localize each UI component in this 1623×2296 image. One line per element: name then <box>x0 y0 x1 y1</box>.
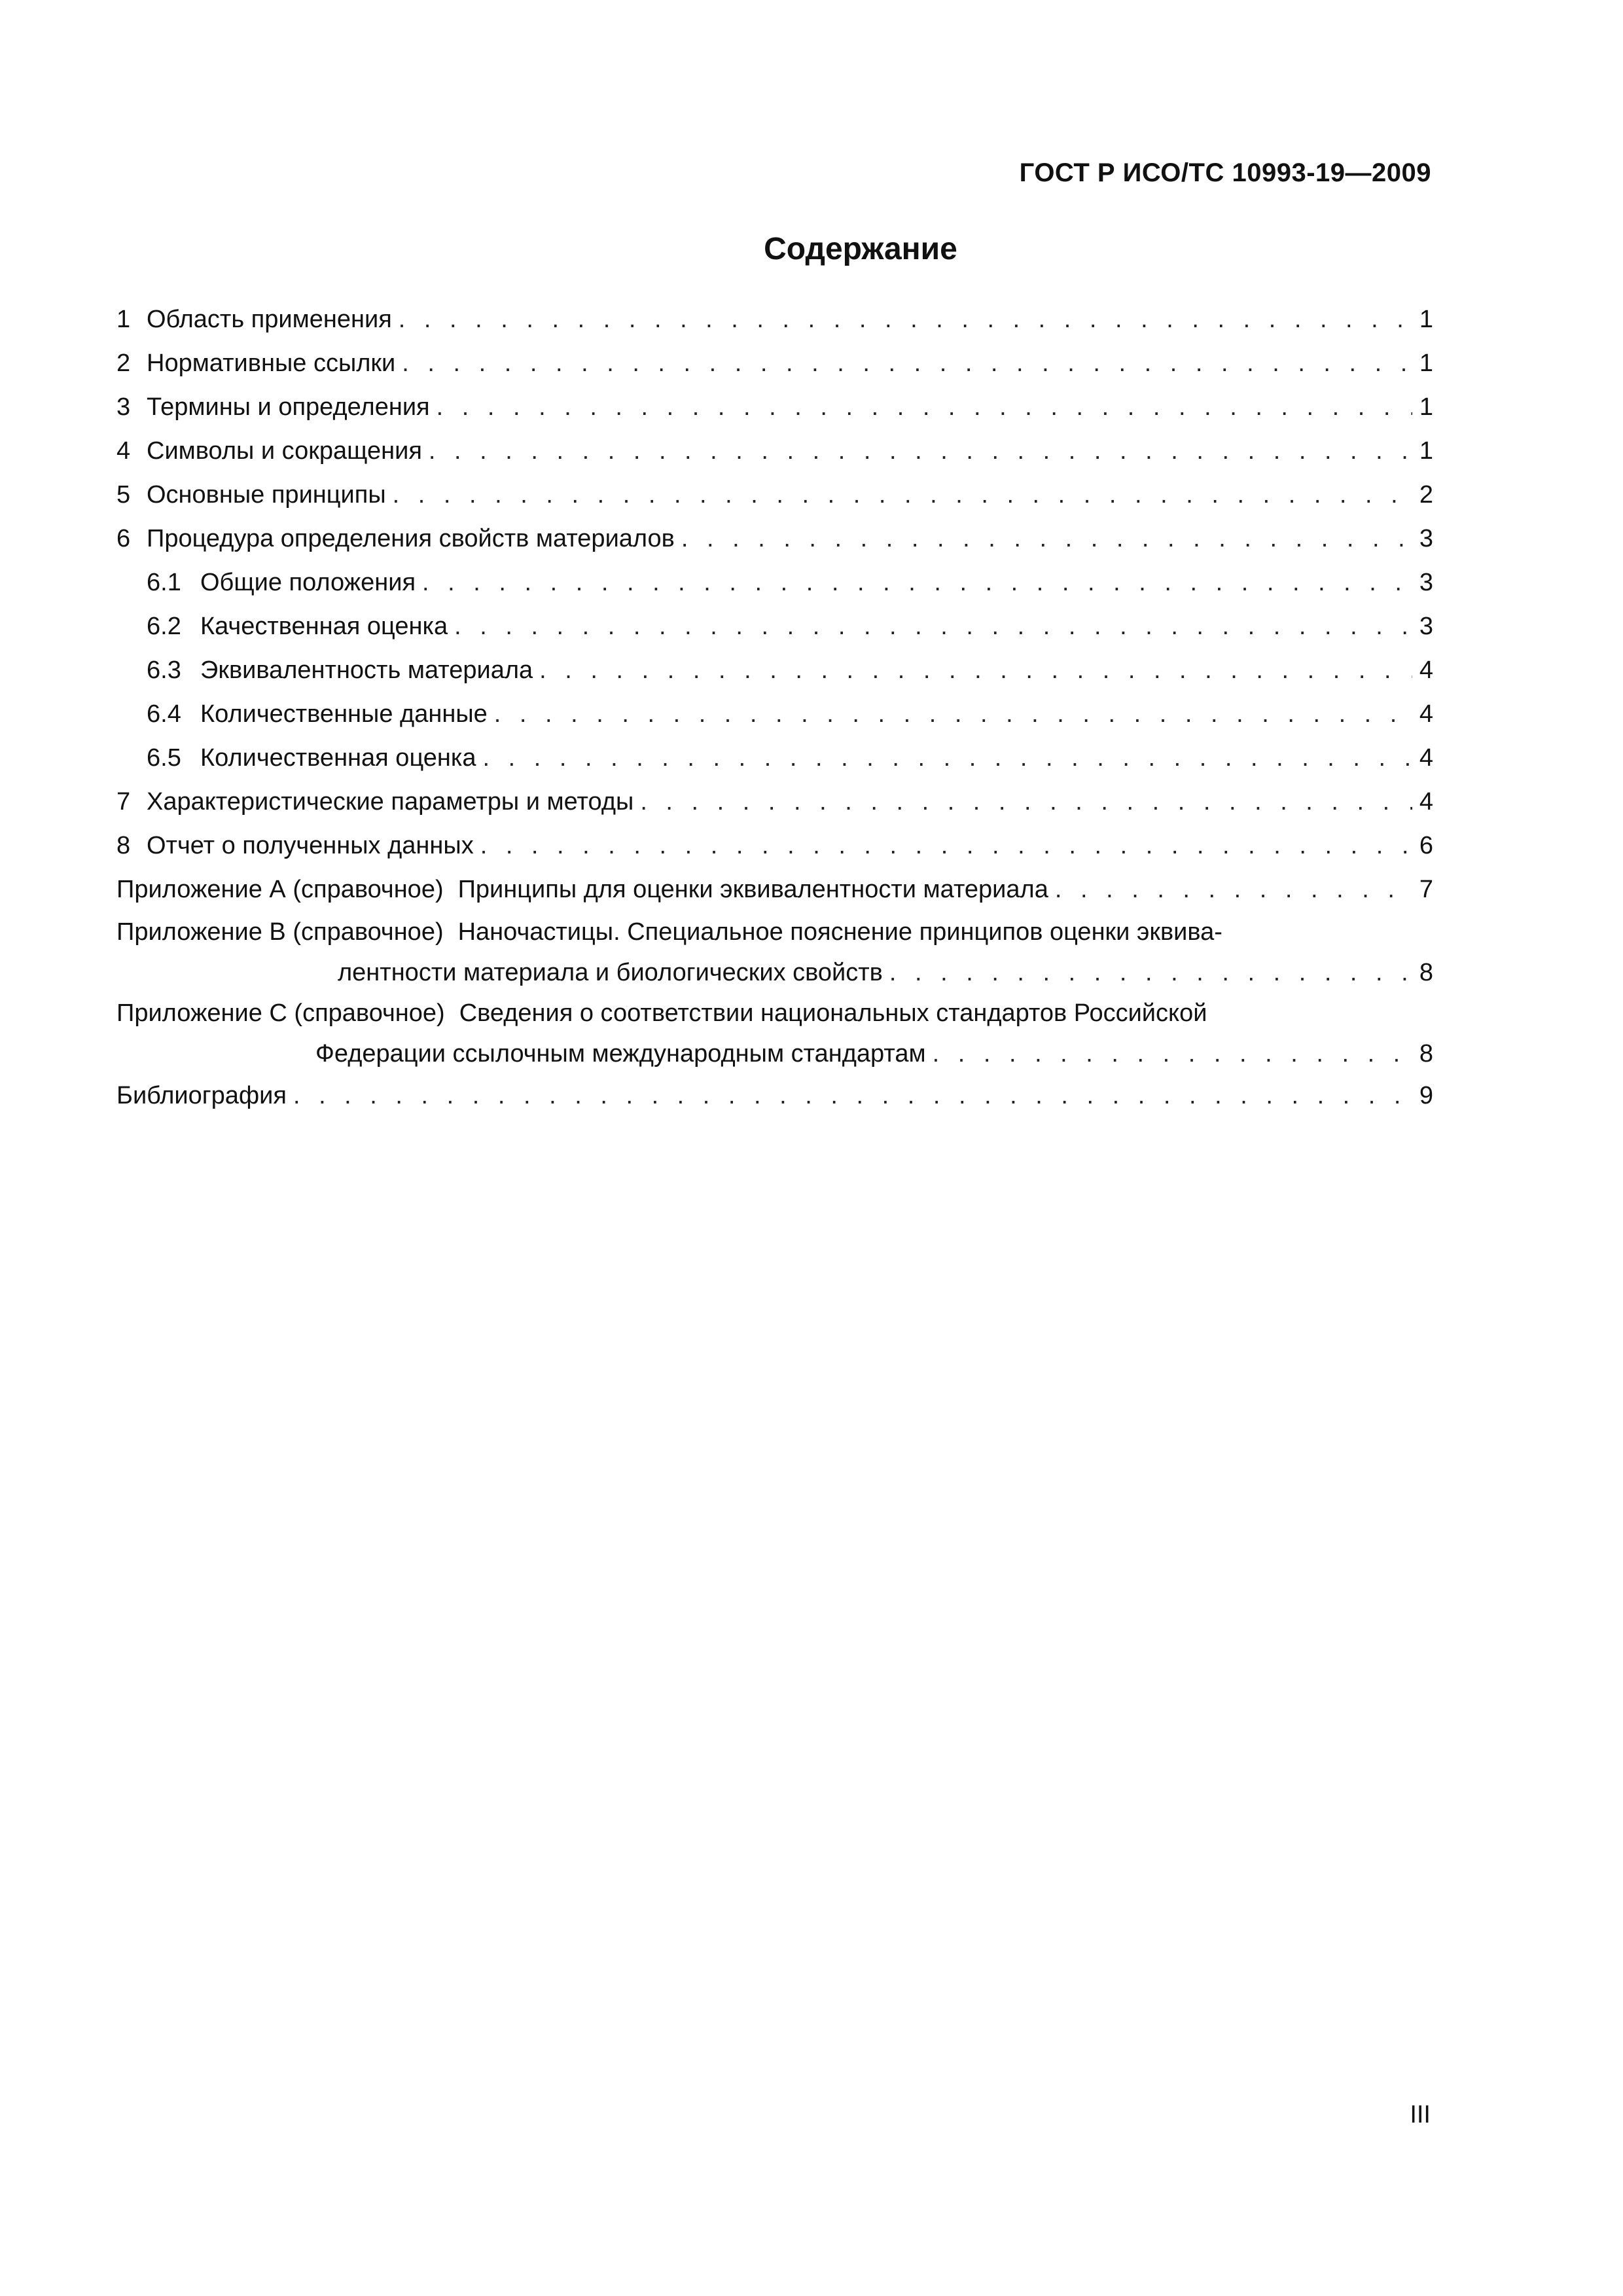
toc-item-page: 3 <box>1419 613 1433 640</box>
toc-item-label: Область применения <box>147 306 392 333</box>
dot-leader <box>539 649 1412 692</box>
toc-item-number: 6.1 <box>147 569 181 596</box>
table-of-contents <box>116 298 1433 1118</box>
toc-item-7[interactable] <box>116 780 1433 824</box>
toc-item-page: 1 <box>1419 437 1433 465</box>
toc-item-page: 3 <box>1419 525 1433 552</box>
toc-item-label: Отчет о полученных данных <box>147 832 474 859</box>
toc-item-1[interactable] <box>116 298 1433 342</box>
toc-bibliography[interactable] <box>116 1074 1433 1118</box>
toc-item-page: 9 <box>1419 1082 1433 1109</box>
toc-item-label: Процедура определения свойств материалов <box>147 525 675 552</box>
toc-item-number: 8 <box>116 832 131 859</box>
dot-leader <box>640 780 1412 824</box>
toc-item-label: Символы и сокращения <box>147 437 422 465</box>
toc-item-6-4[interactable] <box>116 692 1433 736</box>
toc-item-label: Библиография <box>116 1082 287 1109</box>
toc-item-6[interactable] <box>116 517 1433 561</box>
toc-item-label-continued: лентности материала и биологических свойств <box>338 959 883 986</box>
toc-item-page: 4 <box>1419 744 1433 772</box>
toc-item-6-2[interactable] <box>116 605 1433 649</box>
toc-item-label: Термины и определения <box>147 393 430 421</box>
toc-item-6-1[interactable] <box>116 561 1433 605</box>
annex-second-line <box>116 952 1433 993</box>
toc-annex-c[interactable] <box>116 993 1433 1074</box>
toc-item-label: Основные принципы <box>147 481 386 509</box>
toc-item-number: 6.2 <box>147 613 181 640</box>
toc-item-number: 7 <box>116 788 131 816</box>
toc-item-page: 1 <box>1419 350 1433 377</box>
toc-item-label: Принципы для оценки эквивалентности материала <box>457 876 1048 903</box>
toc-item-page: 4 <box>1419 656 1433 684</box>
annex-second-line <box>116 1033 1433 1074</box>
toc-annex-b[interactable] <box>116 912 1433 993</box>
dot-leader <box>293 1074 1412 1118</box>
toc-item-page: 4 <box>1419 700 1433 728</box>
toc-item-number: 1 <box>116 306 131 333</box>
toc-item-number: 3 <box>116 393 131 421</box>
toc-item-label: Количественная оценка <box>200 744 476 772</box>
dot-leader <box>429 429 1412 473</box>
toc-item-6-5[interactable] <box>116 736 1433 780</box>
toc-item-page: 7 <box>1419 876 1433 903</box>
toc-item-page: 2 <box>1419 481 1433 509</box>
dot-leader <box>480 824 1412 868</box>
dot-leader <box>399 298 1412 342</box>
toc-item-page: 6 <box>1419 832 1433 859</box>
toc-item-label: Сведения о соответствии национальных стандартов Российской <box>459 999 1207 1027</box>
toc-item-label: Эквивалентность материала <box>200 656 533 684</box>
toc-item-6-3[interactable] <box>116 649 1433 692</box>
annex-first-line <box>116 912 1433 952</box>
toc-item-page: 8 <box>1419 1040 1433 1067</box>
toc-item-label: Нормативные ссылки <box>147 350 396 377</box>
toc-item-page: 8 <box>1419 959 1433 986</box>
dot-leader <box>494 692 1412 736</box>
annex-first-line <box>116 993 1433 1033</box>
annex-prefix: Приложение С (справочное) <box>116 999 445 1027</box>
toc-annex-a[interactable] <box>116 868 1433 912</box>
dot-leader <box>681 517 1412 561</box>
toc-item-page: 4 <box>1419 788 1433 816</box>
dot-leader <box>1055 868 1412 912</box>
toc-item-number: 4 <box>116 437 131 465</box>
dot-leader <box>437 386 1412 429</box>
annex-prefix: Приложение А (справочное) <box>116 876 444 903</box>
document-code: ГОСТ Р ИСО/ТС 10993-19—2009 <box>1019 158 1431 187</box>
annex-prefix: Приложение В (справочное) <box>116 918 444 946</box>
dot-leader <box>422 561 1412 605</box>
toc-item-number: 6.4 <box>147 700 181 728</box>
toc-item-page: 1 <box>1419 393 1433 421</box>
toc-item-page: 3 <box>1419 569 1433 596</box>
toc-item-label: Качественная оценка <box>200 613 448 640</box>
page-number: III <box>1410 2101 1431 2128</box>
toc-item-8[interactable] <box>116 824 1433 868</box>
toc-item-2[interactable] <box>116 342 1433 386</box>
dot-leader <box>454 605 1412 649</box>
toc-item-5[interactable] <box>116 473 1433 517</box>
toc-item-page: 1 <box>1419 306 1433 333</box>
toc-item-number: 5 <box>116 481 131 509</box>
dot-leader <box>933 1033 1412 1074</box>
page-title: Содержание <box>764 232 957 266</box>
toc-item-number: 6.3 <box>147 656 181 684</box>
dot-leader <box>889 952 1412 993</box>
dot-leader <box>483 736 1413 780</box>
toc-item-3[interactable] <box>116 386 1433 429</box>
dot-leader <box>393 473 1412 517</box>
toc-item-number: 6 <box>116 525 131 552</box>
toc-item-4[interactable] <box>116 429 1433 473</box>
toc-item-number: 6.5 <box>147 744 181 772</box>
toc-item-label: Характеристические параметры и методы <box>147 788 634 816</box>
toc-item-label: Количественные данные <box>200 700 488 728</box>
dot-leader <box>402 342 1412 386</box>
toc-item-label: Общие положения <box>200 569 416 596</box>
toc-item-number: 2 <box>116 350 131 377</box>
toc-item-label: Наночастицы. Специальное пояснение принципов оценки эквива- <box>457 918 1222 946</box>
toc-item-label-continued: Федерации ссылочным международным стандартам <box>315 1040 926 1067</box>
